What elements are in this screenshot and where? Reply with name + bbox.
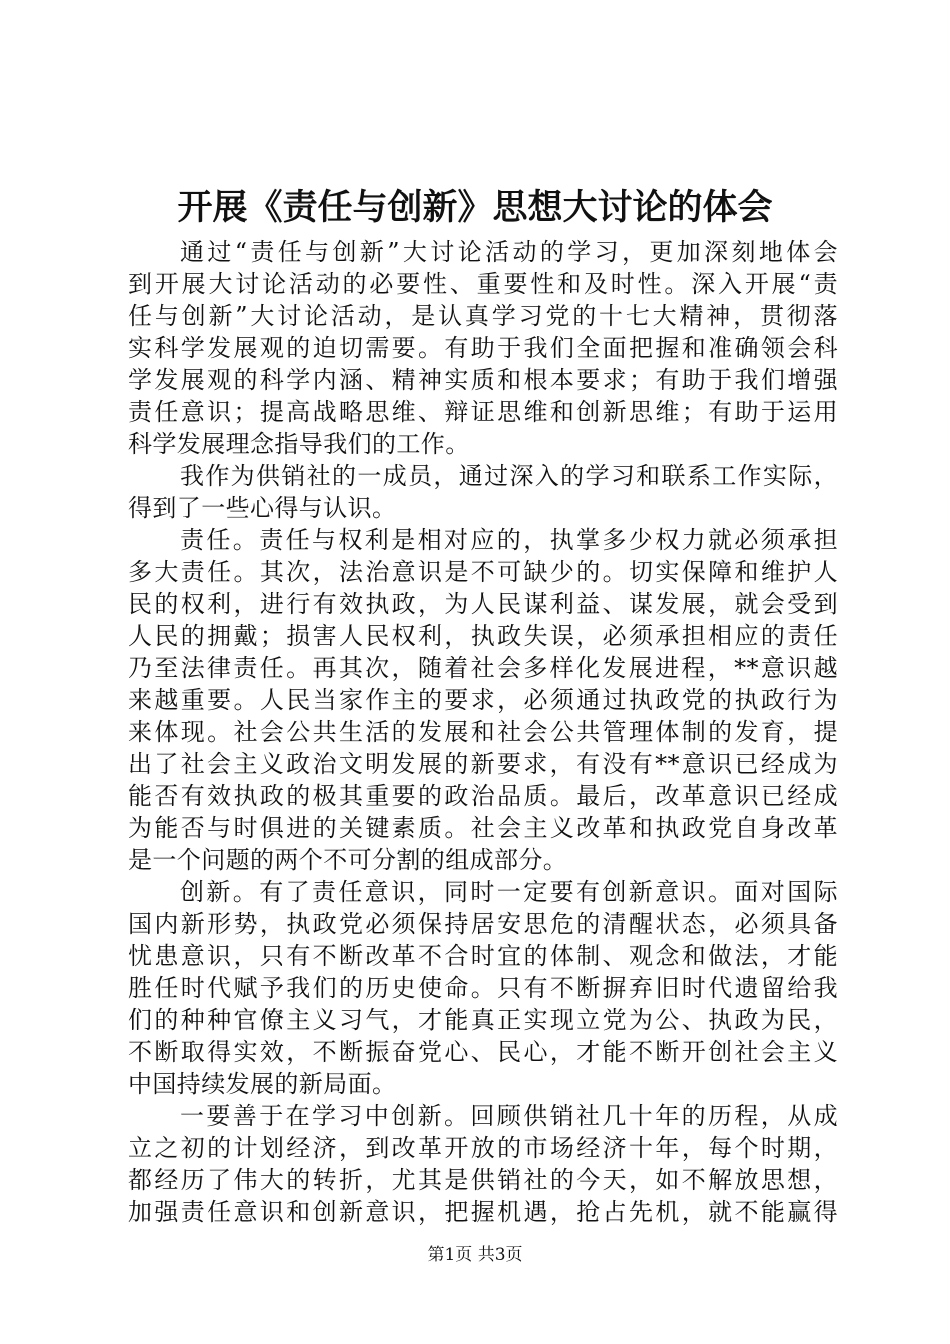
paragraph-line: 到开展大讨论活动的必要性、重要性和及时性。深入开展“责 [128,270,838,298]
paragraph-line: 们的种种官僚主义习气，才能真正实现立党为公、执政为民， [128,1006,838,1034]
paragraph-line: 为能否与时俱进的关键素质。社会主义改革和执政党自身改革 [128,814,838,842]
paragraph-line: 责任意识；提高战略思维、辩证思维和创新思维；有助于运用 [128,398,838,426]
paragraph-line: 中国持续发展的新局面。 [128,1070,397,1098]
paragraph-line: 不断取得实效，不断振奋党心、民心，才能不断开创社会主义 [128,1038,838,1066]
paragraph-line: 人民的拥戴；损害人民权利，执政失误，必须承担相应的责任 [128,622,838,650]
paragraph-line: 胜任时代赋予我们的历史使命。只有不断摒弃旧时代遗留给我 [128,974,838,1002]
paragraph-line: 得到了一些心得与认识。 [128,494,397,522]
paragraph-line: 出了社会主义政治文明发展的新要求，有没有**意识已经成为 [128,750,838,778]
paragraph-line: 我作为供销社的一成员，通过深入的学习和联系工作实际， [180,462,838,490]
paragraph-line: 乃至法律责任。再其次，随着社会多样化发展进程，**意识越 [128,654,838,682]
paragraph-4 [128,876,838,1100]
paragraph-2 [128,460,838,524]
paragraph-line: 科学发展理念指导我们的工作。 [128,430,470,458]
paragraph-line: 都经历了伟大的转折，尤其是供销社的今天，如不解放思想， [128,1166,838,1194]
paragraph-line: 来体现。社会公共生活的发展和社会公共管理体制的发育，提 [128,718,838,746]
paragraph-line: 能否有效执政的极其重要的政治品质。最后，改革意识已经成 [128,782,838,810]
paragraph-line: 忧患意识，只有不断改革不合时宜的体制、观念和做法，才能 [128,942,838,970]
paragraph-line: 通过“责任与创新”大讨论活动的学习，更加深刻地体会 [180,238,838,266]
paragraph-line: 是一个问题的两个不可分割的组成部分。 [128,846,568,874]
page-number-footer: 第1页 共3页 [427,1245,523,1265]
paragraph-line: 民的权利，进行有效执政，为人民谋利益、谋发展，就会受到 [128,590,838,618]
paragraph-5 [128,1100,838,1228]
paragraph-1 [128,236,838,460]
paragraph-line: 一要善于在学习中创新。回顾供销社几十年的历程，从成 [180,1102,838,1130]
paragraph-line: 学发展观的科学内涵、精神实质和根本要求；有助于我们增强 [128,366,838,394]
paragraph-line: 立之初的计划经济，到改革开放的市场经济十年，每个时期， [128,1134,838,1162]
paragraph-line: 创新。有了责任意识，同时一定要有创新意识。面对国际 [180,878,838,906]
paragraph-3 [128,524,838,876]
paragraph-line: 加强责任意识和创新意识，把握机遇，抢占先机，就不能赢得 [128,1198,838,1226]
paragraph-line: 实科学发展观的迫切需要。有助于我们全面把握和准确领会科 [128,334,838,362]
document-body [128,236,838,1228]
document-title: 开展《责任与创新》思想大讨论的体会 [177,187,773,228]
paragraph-line: 来越重要。人民当家作主的要求，必须通过执政党的执政行为 [128,686,838,714]
paragraph-line: 责任。责任与权利是相对应的，执掌多少权力就必须承担 [180,526,838,554]
paragraph-line: 国内新形势，执政党必须保持居安思危的清醒状态，必须具备 [128,910,838,938]
paragraph-line: 多大责任。其次，法治意识是不可缺少的。切实保障和维护人 [128,558,838,586]
paragraph-line: 任与创新”大讨论活动，是认真学习党的十七大精神，贯彻落 [128,302,838,330]
